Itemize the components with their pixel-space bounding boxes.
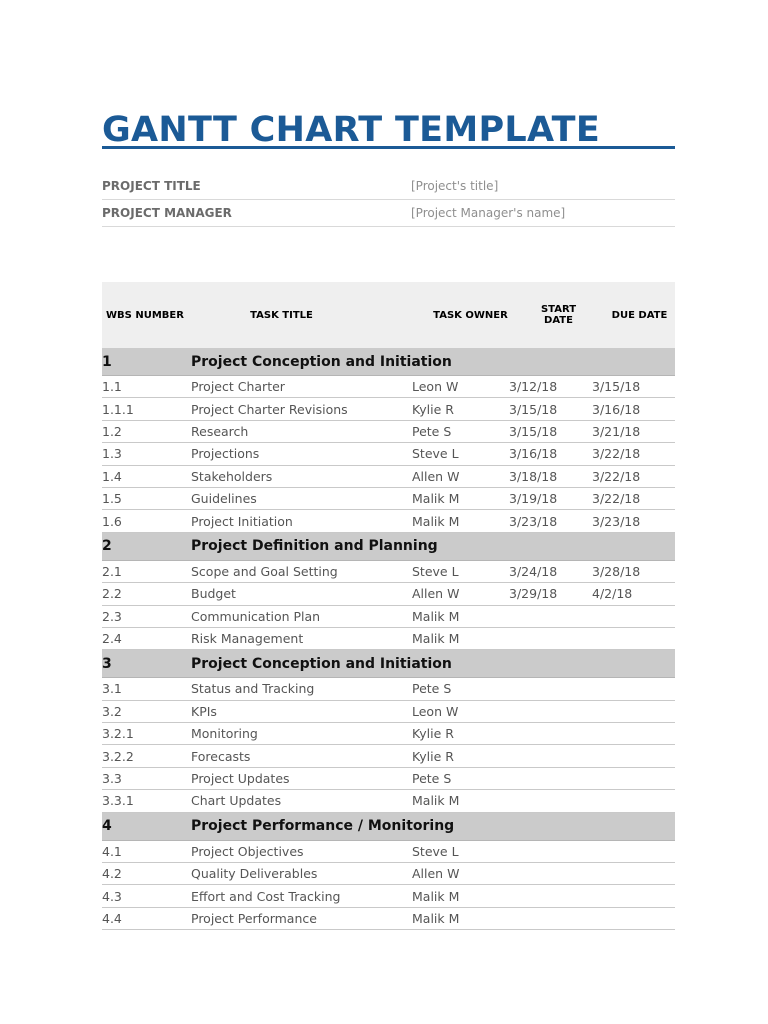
task-start-date: 3/16/18: [509, 446, 558, 462]
phase-title: Project Performance / Monitoring: [191, 818, 455, 835]
phase-row: [102, 813, 675, 841]
task-wbs-number: 3.3: [102, 771, 122, 787]
task-start-date: 3/18/18: [509, 468, 558, 484]
column-header-due-date: DUE DATE: [611, 309, 668, 321]
column-header-start-date: START DATE: [540, 304, 577, 326]
phase-wbs-number: 4: [102, 818, 112, 835]
task-due-date: 3/22/18: [592, 446, 641, 462]
task-title: Budget: [191, 586, 236, 602]
project-title-row: [102, 173, 675, 200]
phase-row: [102, 533, 675, 561]
task-owner: Malik M: [412, 513, 460, 529]
task-due-date: 3/28/18: [592, 563, 641, 579]
table-row[interactable]: [102, 863, 675, 885]
task-wbs-number: 1.6: [102, 513, 122, 529]
project-manager-label: PROJECT MANAGER: [102, 206, 232, 220]
table-row[interactable]: [102, 443, 675, 465]
task-title: Project Objectives: [191, 843, 304, 859]
task-wbs-number: 1.1.1: [102, 401, 134, 417]
task-wbs-number: 3.2: [102, 703, 122, 719]
table-row[interactable]: [102, 768, 675, 790]
gantt-task-table: [102, 282, 675, 930]
phase-wbs-number: 3: [102, 655, 112, 672]
task-title: Quality Deliverables: [191, 866, 318, 882]
task-wbs-number: 3.1: [102, 681, 122, 697]
task-title: Project Initiation: [191, 513, 293, 529]
table-row[interactable]: [102, 885, 675, 907]
task-wbs-number: 3.2.2: [102, 748, 134, 764]
task-owner: Allen W: [412, 586, 460, 602]
task-start-date: 3/15/18: [509, 401, 558, 417]
table-row[interactable]: [102, 790, 675, 812]
phase-title: Project Conception and Initiation: [191, 353, 452, 370]
table-row[interactable]: [102, 745, 675, 767]
phase-title: Project Definition and Planning: [191, 538, 438, 555]
task-title: Projections: [191, 446, 260, 462]
task-start-date: 3/24/18: [509, 563, 558, 579]
table-row[interactable]: [102, 908, 675, 930]
task-start-date: 3/19/18: [509, 491, 558, 507]
task-due-date: 3/16/18: [592, 401, 641, 417]
task-due-date: 3/22/18: [592, 491, 641, 507]
task-owner: Leon W: [412, 703, 459, 719]
task-wbs-number: 3.3.1: [102, 793, 134, 809]
table-row[interactable]: [102, 841, 675, 863]
task-title: Guidelines: [191, 491, 257, 507]
task-title: Effort and Cost Tracking: [191, 888, 341, 904]
project-manager-value[interactable]: [Project Manager's name]: [411, 206, 566, 220]
project-info: [102, 173, 675, 227]
task-owner: Malik M: [412, 793, 460, 809]
task-title: Chart Updates: [191, 793, 282, 809]
table-row[interactable]: [102, 701, 675, 723]
table-row[interactable]: [102, 561, 675, 583]
table-row[interactable]: [102, 678, 675, 700]
task-wbs-number: 1.5: [102, 491, 122, 507]
table-row[interactable]: [102, 421, 675, 443]
task-owner: Allen W: [412, 468, 460, 484]
project-title-label: PROJECT TITLE: [102, 179, 201, 193]
task-wbs-number: 4.1: [102, 843, 122, 859]
task-title: Forecasts: [191, 748, 251, 764]
task-due-date: 3/22/18: [592, 468, 641, 484]
task-owner: Pete S: [412, 423, 452, 439]
table-row[interactable]: [102, 583, 675, 605]
task-due-date: 3/23/18: [592, 513, 641, 529]
task-title: Project Charter Revisions: [191, 401, 348, 417]
phase-title: Project Conception and Initiation: [191, 655, 452, 672]
task-title: Project Performance: [191, 911, 317, 926]
task-wbs-number: 1.3: [102, 446, 122, 462]
task-owner: Steve L: [412, 843, 459, 859]
task-owner: Allen W: [412, 866, 460, 882]
phase-wbs-number: 1: [102, 353, 112, 370]
task-owner: Pete S: [412, 771, 452, 787]
column-header-task-owner: TASK OWNER: [433, 309, 508, 321]
phase-row: [102, 650, 675, 678]
column-header-task-title: TASK TITLE: [250, 309, 313, 321]
task-title: Stakeholders: [191, 468, 273, 484]
table-row[interactable]: [102, 723, 675, 745]
column-header-wbs: WBS NUMBER: [106, 309, 184, 321]
table-row[interactable]: [102, 466, 675, 488]
task-title: Project Updates: [191, 771, 290, 787]
task-owner: Steve L: [412, 446, 459, 462]
document-title: GANTT CHART TEMPLATE: [102, 108, 675, 149]
task-wbs-number: 1.4: [102, 468, 122, 484]
project-title-value[interactable]: [Project's title]: [411, 179, 499, 193]
table-row[interactable]: [102, 376, 675, 398]
task-start-date: 3/23/18: [509, 513, 558, 529]
task-wbs-number: 2.3: [102, 608, 122, 624]
task-wbs-number: 2.2: [102, 586, 122, 602]
table-row[interactable]: [102, 606, 675, 628]
table-header: [102, 282, 675, 348]
task-due-date: 3/15/18: [592, 379, 641, 395]
task-wbs-number: 2.4: [102, 631, 122, 647]
phase-wbs-number: 2: [102, 538, 112, 555]
task-title: KPIs: [191, 703, 217, 719]
task-title: Research: [191, 423, 249, 439]
task-owner: Pete S: [412, 681, 452, 697]
task-title: Scope and Goal Setting: [191, 563, 338, 579]
task-owner: Malik M: [412, 631, 460, 647]
task-wbs-number: 4.3: [102, 888, 122, 904]
task-owner: Kylie R: [412, 726, 454, 742]
task-owner: Malik M: [412, 911, 460, 926]
task-owner: Malik M: [412, 888, 460, 904]
table-body: [102, 348, 675, 930]
task-start-date: 3/15/18: [509, 423, 558, 439]
task-owner: Malik M: [412, 491, 460, 507]
table-row[interactable]: [102, 628, 675, 650]
project-manager-row: [102, 200, 675, 227]
task-start-date: 3/12/18: [509, 379, 558, 395]
task-wbs-number: 3.2.1: [102, 726, 134, 742]
task-title: Status and Tracking: [191, 681, 315, 697]
task-wbs-number: 4.4: [102, 911, 122, 926]
table-row[interactable]: [102, 488, 675, 510]
task-title: Monitoring: [191, 726, 258, 742]
task-title: Project Charter: [191, 379, 285, 395]
task-wbs-number: 1.2: [102, 423, 122, 439]
table-row[interactable]: [102, 510, 675, 532]
task-wbs-number: 1.1: [102, 379, 122, 395]
task-owner: Steve L: [412, 563, 459, 579]
task-owner: Leon W: [412, 379, 459, 395]
task-owner: Kylie R: [412, 401, 454, 417]
task-wbs-number: 2.1: [102, 563, 122, 579]
phase-row: [102, 348, 675, 376]
task-due-date: 3/21/18: [592, 423, 641, 439]
task-title: Risk Management: [191, 631, 304, 647]
task-owner: Malik M: [412, 608, 460, 624]
task-due-date: 4/2/18: [592, 586, 633, 602]
task-start-date: 3/29/18: [509, 586, 558, 602]
table-row[interactable]: [102, 398, 675, 420]
task-owner: Kylie R: [412, 748, 454, 764]
task-title: Communication Plan: [191, 608, 321, 624]
task-wbs-number: 4.2: [102, 866, 122, 882]
